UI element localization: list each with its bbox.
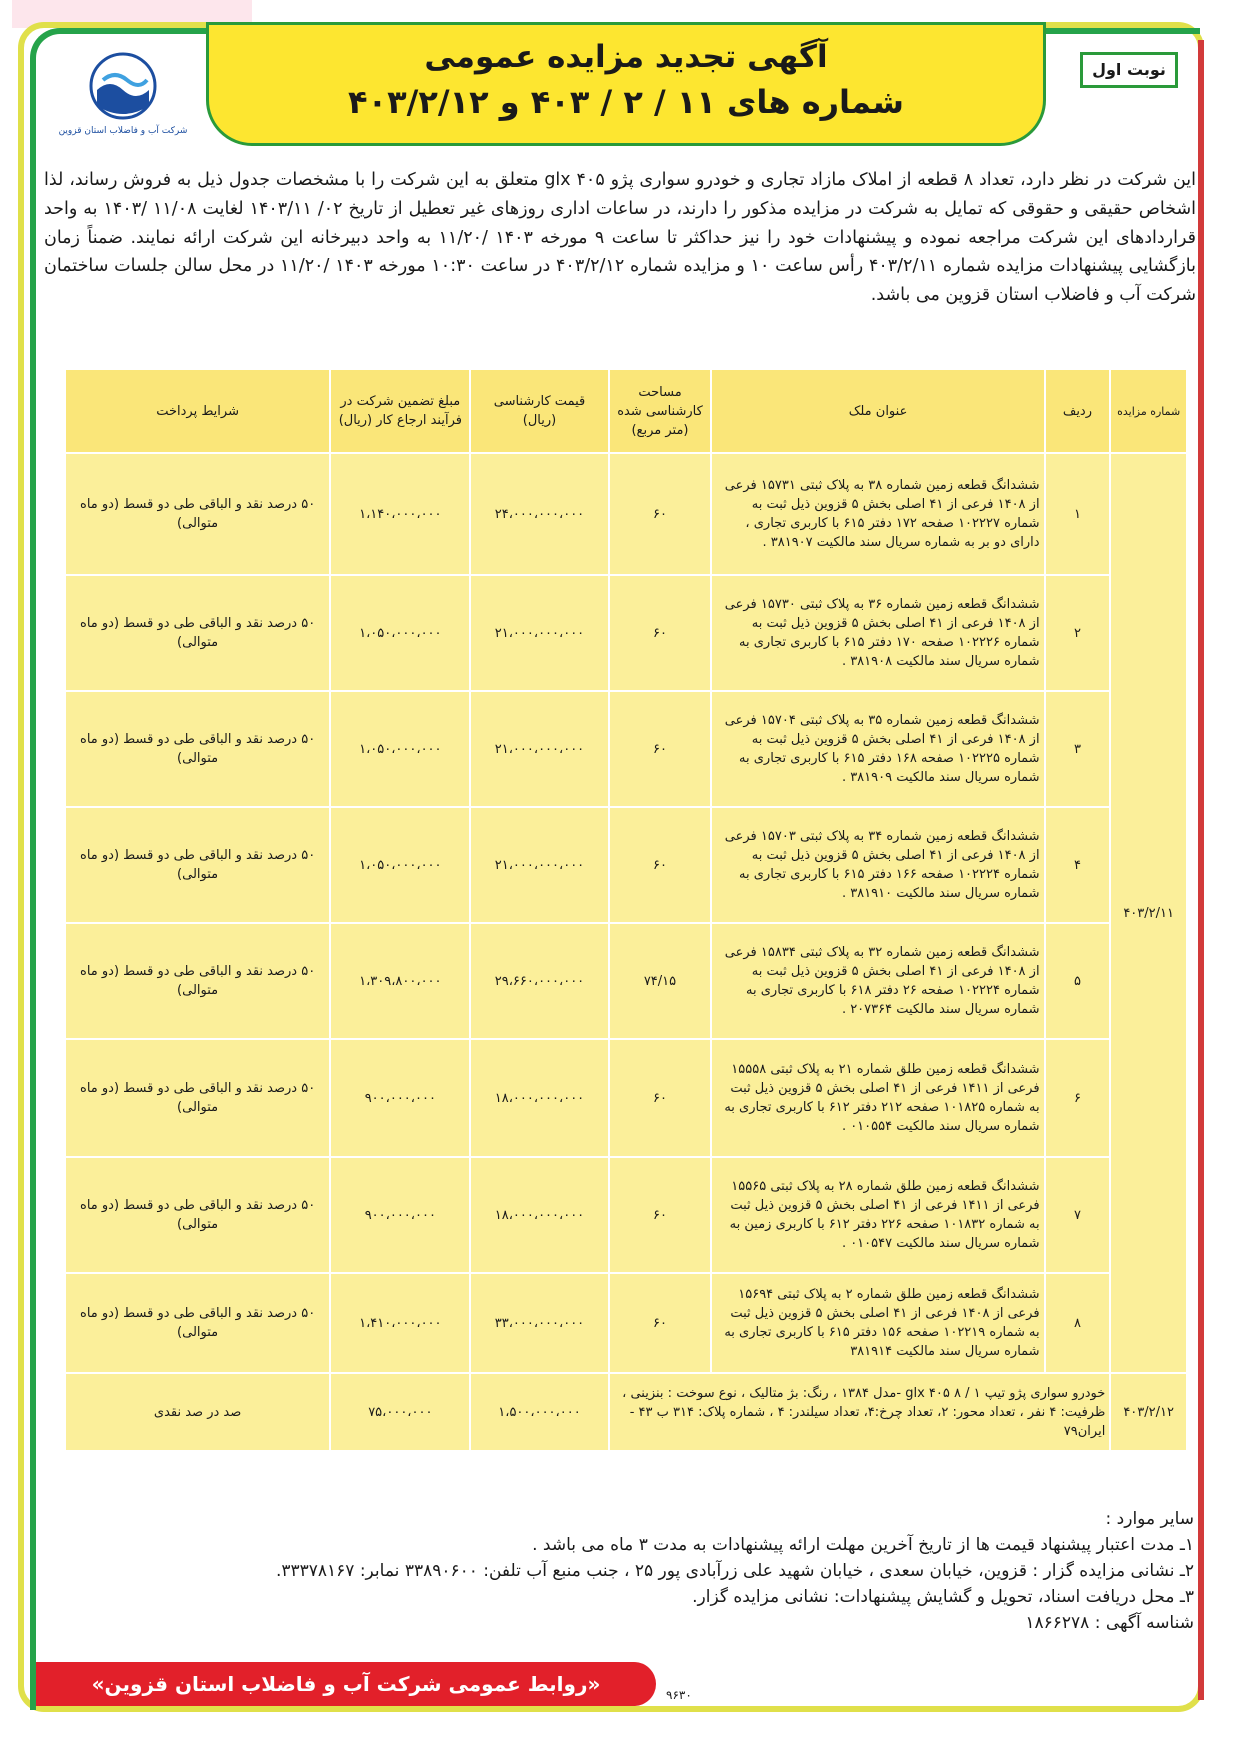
area: ۶۰ (609, 1273, 712, 1373)
price: ۳۳،۰۰۰،۰۰۰،۰۰۰ (470, 1273, 608, 1373)
other-conditions (44, 1506, 1194, 1636)
payment: ۵۰ درصد نقد و الباقی طی دو قسط (دو ماه متوالی) (65, 575, 330, 691)
auction-numbers: شماره های ۱۱ / ۲ / ۴۰۳ و ۴۰۳/۲/۱۲ (348, 83, 904, 121)
guarantee: ۹۰۰،۰۰۰،۰۰۰ (330, 1039, 470, 1157)
guarantee: ۱،۳۰۹،۸۰۰،۰۰۰ (330, 923, 470, 1039)
group1-auction-no: ۴۰۳/۲/۱۱ (1110, 453, 1187, 1373)
car-payment: صد در صد نقدی (65, 1373, 330, 1451)
footer-code: ۹۶۳۰ (666, 1688, 692, 1702)
header-title: عنوان ملک (711, 369, 1044, 453)
header-auction-no: شماره مزایده (1110, 369, 1187, 453)
header-price: قیمت کارشناسی (ریال) (470, 369, 608, 453)
row-number: ۶ (1045, 1039, 1111, 1157)
other-item-3: ۳ـ محل دریافت اسناد، تحویل و گشایش پیشنهادات: نشانی مزایده گزار. (692, 1587, 1194, 1607)
other-item-1: ۱ـ مدت اعتبار پیشنهاد قیمت ها از تاریخ آخرین مهلت ارائه پیشنهادات به مدت ۳ ماه می باشد . (532, 1535, 1194, 1555)
header-payment: شرایط پرداخت (65, 369, 330, 453)
area: ۶۰ (609, 575, 712, 691)
property-title: ششدانگ قطعه زمین شماره ۳۵ به پلاک ثبتی ۱۵۷۰۴ فرعی از ۱۴۰۸ فرعی از ۴۱ اصلی بخش ۵ قزوین ذیل ثبت به شماره ۱۰۲۲۲۵ صفحه ۱۶۸ دفتر ۶۱۵ با کاربری تجاری به شماره سریال سند مالکیت ۳۸۱۹۰۹ . (711, 691, 1044, 807)
red-frame-edge (1198, 40, 1204, 1700)
property-title: ششدانگ قطعه زمین طلق شماره ۲ به پلاک ثبتی ۱۵۶۹۴ فرعی از ۱۴۰۸ فرعی از ۴۱ اصلی بخش ۵ قزوین ذیل ثبت به شماره ۱۰۲۲۱۹ صفحه ۱۵۶ دفتر ۶۱۵ با کاربری تجاری به شماره سریال سند مالکیت ۳۸۱۹۱۴ (711, 1273, 1044, 1373)
company-logo (54, 50, 192, 150)
page-title: آگهی تجدید مزایده عمومی (424, 39, 828, 75)
area: ۶۰ (609, 453, 712, 575)
payment: ۵۰ درصد نقد و الباقی طی دو قسط (دو ماه متوالی) (65, 691, 330, 807)
table-row (65, 923, 1187, 1039)
public-relations-banner: «روابط عمومی شرکت آب و فاضلاب استان قزوین» (36, 1662, 656, 1706)
area: ۶۰ (609, 1157, 712, 1273)
row-number: ۴ (1045, 807, 1111, 923)
property-title: ششدانگ قطعه زمین شماره ۳۸ به پلاک ثبتی ۱۵۷۳۱ فرعی از ۱۴۰۸ فرعی از ۴۱ اصلی بخش ۵ قزوین ذیل ثبت به شماره ۱۰۲۲۲۷ صفحه ۱۷۲ دفتر ۶۱۵ با کاربری تجاری ، دارای دو بر به شماره سریال سند مالکیت ۳۸۱۹۰۷ . (711, 453, 1044, 575)
guarantee: ۹۰۰،۰۰۰،۰۰۰ (330, 1157, 470, 1273)
table-row (65, 1157, 1187, 1273)
price: ۲۴،۰۰۰،۰۰۰،۰۰۰ (470, 453, 608, 575)
auction-table (64, 368, 1188, 1452)
price: ۲۹،۶۶۰،۰۰۰،۰۰۰ (470, 923, 608, 1039)
car-title: خودرو سواری پژو تیپ ۱ / ۸ glx ۴۰۵ -مدل ۱۳۸۴ ، رنگ: بژ متالیک ، نوع سوخت : بنزینی ، ظرفیت: ۴ نفر ، تعداد محور: ۲، تعداد چرخ:۴، تعداد سیلندر: ۴ ، شماره پلاک: ۳۱۴ ب ۴۳ - ایران۷۹ (609, 1373, 1111, 1451)
header-row: ردیف (1045, 369, 1111, 453)
water-drop-icon (83, 50, 163, 122)
logo-caption: شرکت آب و فاضلاب استان قزوین (58, 126, 188, 136)
car-guarantee: ۷۵،۰۰۰،۰۰۰ (330, 1373, 470, 1451)
round-badge: نوبت اول (1080, 52, 1178, 88)
price: ۲۱،۰۰۰،۰۰۰،۰۰۰ (470, 807, 608, 923)
property-title: ششدانگ قطعه زمین شماره ۳۲ به پلاک ثبتی ۱۵۸۳۴ فرعی از ۱۴۰۸ فرعی از ۴۱ اصلی بخش ۵ قزوین ذیل ثبت به شماره ۱۰۲۲۲۴ صفحه ۲۶ دفتر ۶۱۸ با کاربری تجاری به شماره سریال سند مالکیت ۲۰۷۳۶۴ . (711, 923, 1044, 1039)
guarantee: ۱،۴۱۰،۰۰۰،۰۰۰ (330, 1273, 470, 1373)
row-number: ۷ (1045, 1157, 1111, 1273)
row-number: ۵ (1045, 923, 1111, 1039)
row-number: ۲ (1045, 575, 1111, 691)
area: ۶۰ (609, 691, 712, 807)
table-header-row (65, 369, 1187, 453)
guarantee: ۱،۰۵۰،۰۰۰،۰۰۰ (330, 691, 470, 807)
guarantee: ۱،۱۴۰،۰۰۰،۰۰۰ (330, 453, 470, 575)
guarantee: ۱،۰۵۰،۰۰۰،۰۰۰ (330, 807, 470, 923)
group2-auction-no: ۴۰۳/۲/۱۲ (1110, 1373, 1187, 1451)
row-number: ۸ (1045, 1273, 1111, 1373)
area: ۶۰ (609, 807, 712, 923)
property-title: ششدانگ قطعه زمین شماره ۳۴ به پلاک ثبتی ۱۵۷۰۳ فرعی از ۱۴۰۸ فرعی از ۴۱ اصلی بخش ۵ قزوین ذیل ثبت به شماره ۱۰۲۲۲۴ صفحه ۱۶۶ دفتر ۶۱۵ با کاربری تجاری به شماره سریال سند مالکیت ۳۸۱۹۱۰ . (711, 807, 1044, 923)
table-row (65, 1039, 1187, 1157)
payment: ۵۰ درصد نقد و الباقی طی دو قسط (دو ماه متوالی) (65, 807, 330, 923)
payment: ۵۰ درصد نقد و الباقی طی دو قسط (دو ماه متوالی) (65, 1039, 330, 1157)
intro-paragraph: این شرکت در نظر دارد، تعداد ۸ قطعه از املاک مازاد تجاری و خودرو سواری پژو glx ۴۰۵ متعلق به این شرکت را با مشخصات جدول ذیل به فروش رساند، لذا اشخاص حقیقی و حقوقی که تمایل به شرکت در مزایده مذکور را دارند، در ساعات اداری روزهای غیر تعطیل از تاریخ ۰۲/ ۱۴۰۳/۱۱ لغایت ۱۱/۰۸ /۱۴۰۳ به واحد قراردادهای این شرکت مراجعه نموده و پیشنهادات خود را نیز حداکثر تا ساعت ۹ مورخه ۱۴۰۳ /۱۱/۲۰ به واحد دبیرخانه این شرکت ارائه نمایند. ضمناً زمان بازگشایی پیشنهادات مزایده شماره ۴۰۳/۲/۱۱ رأس ساعت ۱۰ و مزایده شماره ۴۰۳/۲/۱۲ در ساعت ۱۰:۳۰ مورخه ۱۴۰۳ /۱۱/۲۰ در محل سالن جلسات ساختمان شرکت آب و فاضلاب استان قزوین می باشد. (44, 170, 1197, 306)
price: ۲۱،۰۰۰،۰۰۰،۰۰۰ (470, 691, 608, 807)
payment: ۵۰ درصد نقد و الباقی طی دو قسط (دو ماه متوالی) (65, 453, 330, 575)
property-title: ششدانگ قطعه زمین طلق شماره ۲۸ به پلاک ثبتی ۱۵۵۶۵ فرعی از ۱۴۱۱ فرعی از ۴۱ اصلی بخش ۵ قزوین ذیل ثبت به شماره ۱۰۱۸۳۲ صفحه ۲۲۶ دفتر ۶۱۲ با کاربری زمین به شماره سریال سند مالکیت ۰۱۰۵۴۷ . (711, 1157, 1044, 1273)
other-heading: سایر موارد : (1105, 1509, 1194, 1529)
payment: ۵۰ درصد نقد و الباقی طی دو قسط (دو ماه متوالی) (65, 1273, 330, 1373)
row-number: ۱ (1045, 453, 1111, 575)
car-price: ۱،۵۰۰،۰۰۰،۰۰۰ (470, 1373, 608, 1451)
price: ۲۱،۰۰۰،۰۰۰،۰۰۰ (470, 575, 608, 691)
area: ۶۰ (609, 1039, 712, 1157)
table-row-car (65, 1373, 1187, 1451)
guarantee: ۱،۰۵۰،۰۰۰،۰۰۰ (330, 575, 470, 691)
property-title: ششدانگ قطعه زمین طلق شماره ۲۱ به پلاک ثبتی ۱۵۵۵۸ فرعی از ۱۴۱۱ فرعی از ۴۱ اصلی بخش ۵ قزوین ذیل ثبت به شماره ۱۰۱۸۲۵ صفحه ۲۱۲ دفتر ۶۱۲ با کاربری تجاری به شماره سریال سند مالکیت ۰۱۰۵۵۴ . (711, 1039, 1044, 1157)
table-row (65, 575, 1187, 691)
price: ۱۸،۰۰۰،۰۰۰،۰۰۰ (470, 1157, 608, 1273)
table-row (65, 807, 1187, 923)
table-row (65, 691, 1187, 807)
area: ۷۴/۱۵ (609, 923, 712, 1039)
row-number: ۳ (1045, 691, 1111, 807)
price: ۱۸،۰۰۰،۰۰۰،۰۰۰ (470, 1039, 608, 1157)
table-row (65, 453, 1187, 575)
notice-id: شناسه آگهی : ۱۸۶۶۲۷۸ (1025, 1613, 1194, 1633)
header-area: مساحت کارشناسی شده (متر مربع) (609, 369, 712, 453)
payment: ۵۰ درصد نقد و الباقی طی دو قسط (دو ماه متوالی) (65, 923, 330, 1039)
header-guarantee: مبلغ تضمین شرکت در فرآیند ارجاع کار (ریال) (330, 369, 470, 453)
header-banner (206, 22, 1046, 146)
other-item-2: ۲ـ نشانی مزایده گزار : قزوین، خیابان سعدی ، خیابان شهید علی زرآبادی پور ۲۵ ، جنب منبع آب تلفن: ۳۳۸۹۰۶۰۰ نمابر: ۳۳۳۷۸۱۶۷. (275, 1561, 1194, 1581)
table-row (65, 1273, 1187, 1373)
property-title: ششدانگ قطعه زمین شماره ۳۶ به پلاک ثبتی ۱۵۷۳۰ فرعی از ۱۴۰۸ فرعی از ۴۱ اصلی بخش ۵ قزوین ذیل ثبت به شماره ۱۰۲۲۲۶ صفحه ۱۷۰ دفتر ۶۱۵ با کاربری تجاری به شماره سریال سند مالکیت ۳۸۱۹۰۸ . (711, 575, 1044, 691)
payment: ۵۰ درصد نقد و الباقی طی دو قسط (دو ماه متوالی) (65, 1157, 330, 1273)
